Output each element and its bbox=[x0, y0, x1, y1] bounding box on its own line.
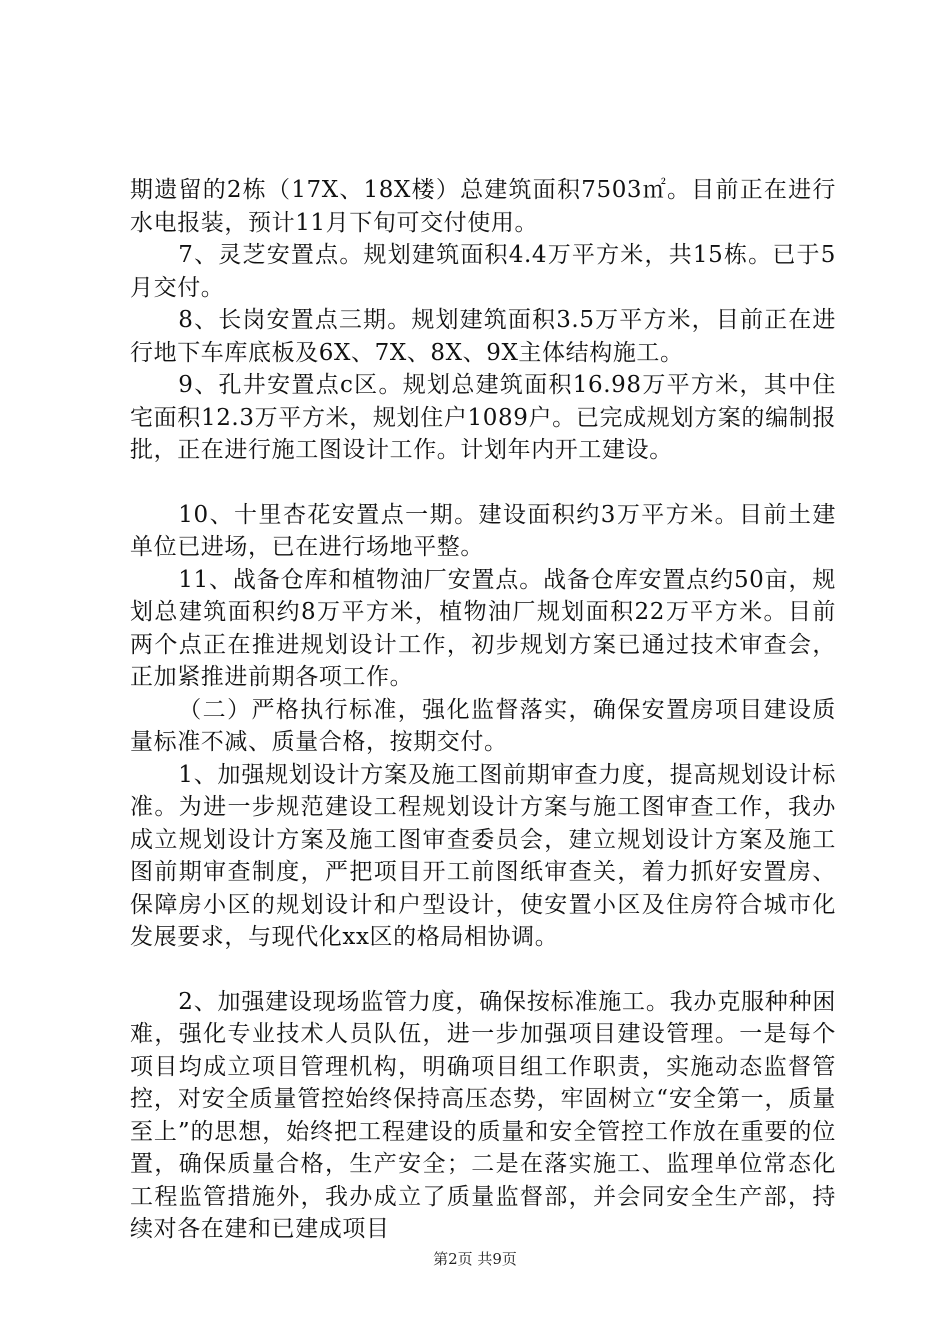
paragraph-item-9: 9、孔井安置点c区。规划总建筑面积16.98万平方米，其中住宅面积12.3万平方米，规划住户1089户。已完成规划方案的编制报批，正在进行施工图设计工作。计划年内开工建设。 bbox=[130, 372, 836, 463]
paragraph-item-7: 7、灵芝安置点。规划建筑面积4.4万平方米，共15栋。已于5月交付。 bbox=[130, 242, 836, 301]
paragraph-continuation: 期遗留的2栋（17X、18X楼）总建筑面积7503㎡。目前正在进行水电报装，预计11月下旬可交付使用。 bbox=[130, 177, 836, 236]
paragraph-item-10: 10、十里杏花安置点一期。建设面积约3万平方米。目前土建单位已进场，已在进行场地平整。 bbox=[130, 501, 836, 560]
section-heading-2: （二）严格执行标准，强化监督落实，确保安置房项目建设质量标准不减、质量合格，按期交付。 bbox=[130, 696, 836, 755]
page-footer: 第2页 共9页 bbox=[433, 1250, 517, 1268]
paragraph-item-11: 11、战备仓库和植物油厂安置点。战备仓库安置点约50亩，规划总建筑面积约8万平方米，植物油厂规划面积22万平方米。目前两个点正在推进规划设计工作，初步规划方案已通过技术审查会，正加紧推进前期各项工作。 bbox=[130, 566, 836, 690]
paragraph-sub-2: 2、加强建设现场监管力度，确保按标准施工。我办克服种种困难，强化专业技术人员队伍，进一步加强项目建设管理。一是每个项目均成立项目管理机构，明确项目组工作职责，实施动态监督管控，对安全质量管控始终保持高压态势，牢固树立“安全第一，质量至上”的思想，始终把工程建设的质量和安全管控工作放在重要的位置，确保质量合格，生产安全；二是在落实施工、监理单位常态化工程监管措施外，我办成立了质量监督部，并会同安全生产部，持续对各在建和已建成项目 bbox=[130, 988, 836, 1242]
paragraph-sub-1: 1、加强规划设计方案及施工图前期审查力度，提高规划设计标准。为进一步规范建设工程规划设计方案与施工图审查工作，我办成立规划设计方案及施工图审查委员会，建立规划设计方案及施工图前期审查制度，严把项目开工前图纸审查关，着力抓好安置房、保障房小区的规划设计和户型设计，使安置小区及住房符合城市化发展要求，与现代化xx区的格局相协调。 bbox=[130, 761, 836, 950]
paragraph-item-8: 8、长岗安置点三期。规划建筑面积3.5万平方米，目前正在进行地下车库底板及6X、7X、8X、9X主体结构施工。 bbox=[130, 307, 836, 366]
document-body bbox=[130, 174, 836, 1246]
